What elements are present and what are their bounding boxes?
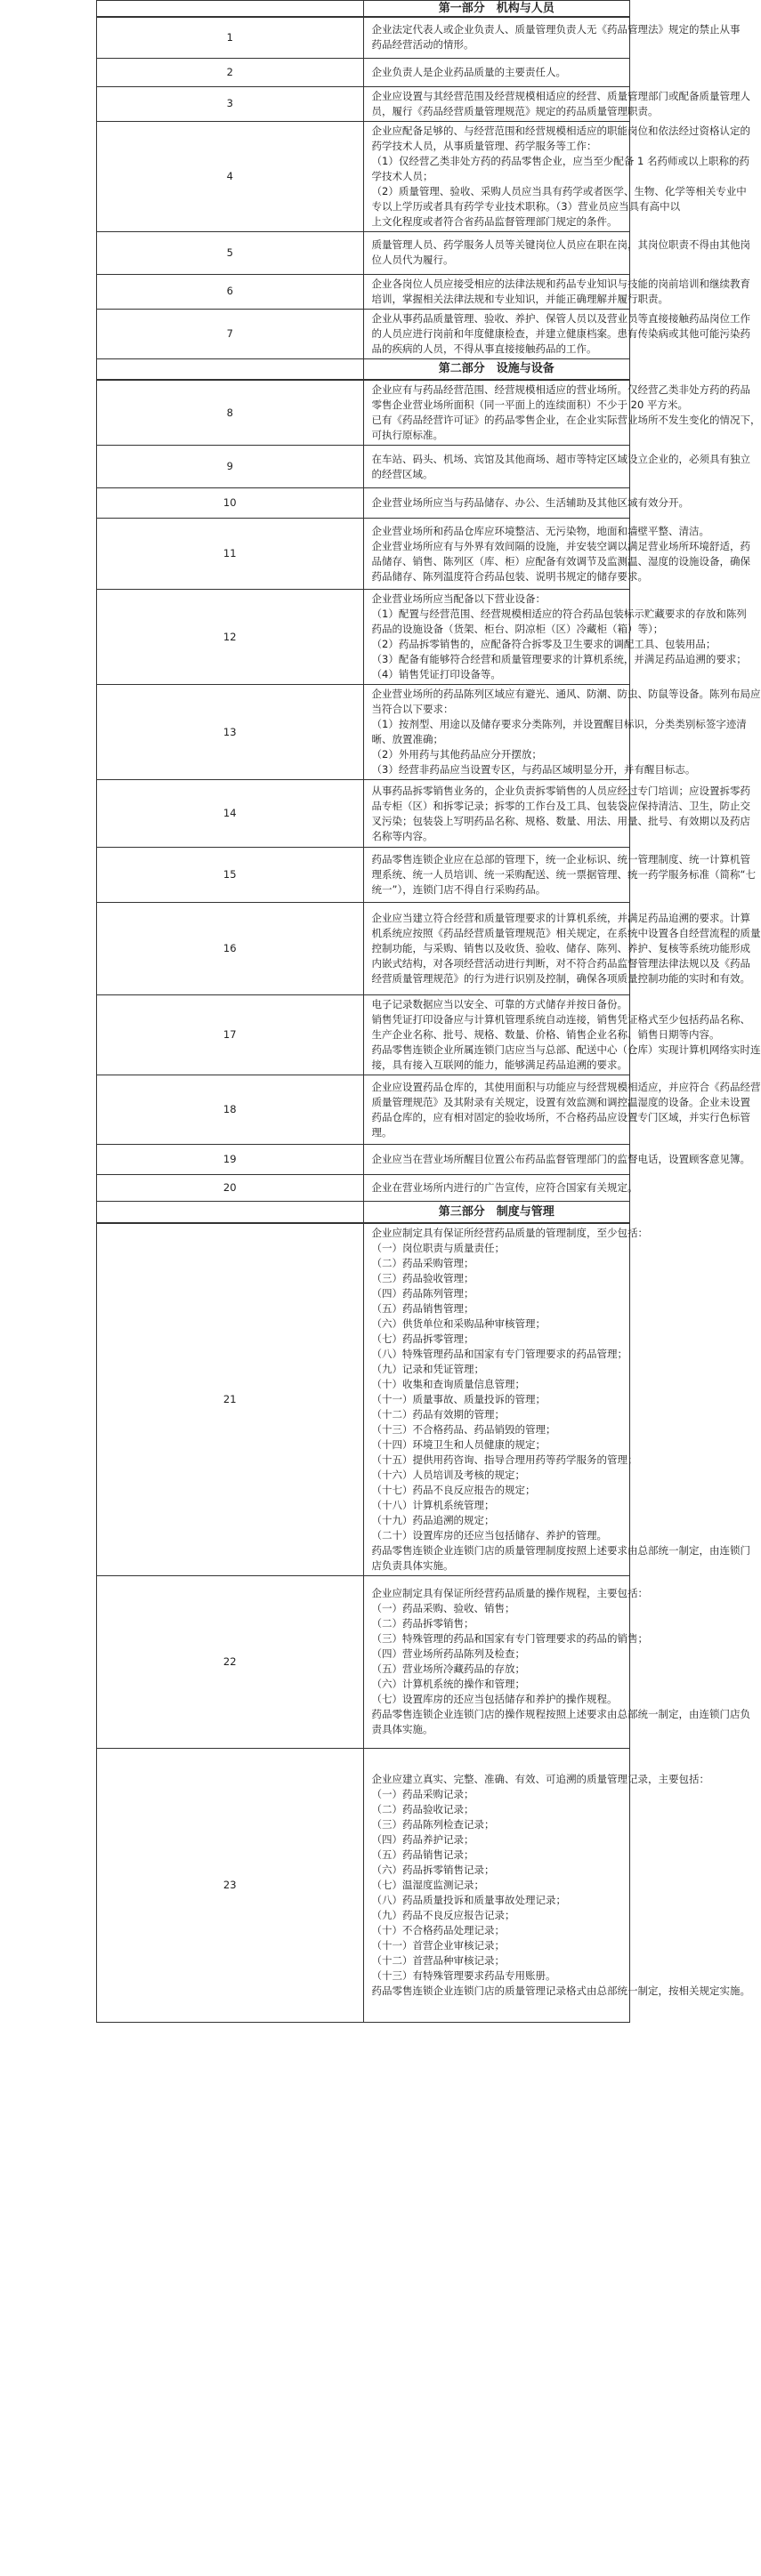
section-header	[97, 1, 630, 18]
requirement-line: 经营质量管理规范》的行为进行识别及控制，确保各项质量控制功能的实时和有效。	[371, 972, 750, 985]
requirement-line: 品的疾病的人员，不得从事直接接触药品的工作。	[371, 342, 597, 355]
item-number: 21	[97, 1223, 364, 1576]
requirement-line: （四）营业场所药品陈列及检查；	[371, 1647, 525, 1660]
item-number: 1	[97, 17, 364, 58]
requirement-row	[97, 17, 630, 58]
requirement-line: （一）岗位职责与质量责任；	[371, 1241, 505, 1254]
requirement-text	[363, 58, 630, 86]
requirement-line: 培训，掌握相关法律法规和专业知识，并能正确理解并履行职责。	[371, 292, 668, 305]
requirement-line: （十二）首营品种审核记录；	[371, 1953, 505, 1967]
requirement-line: 零售企业营业场所面积（同一平面上的连续面积）不少于 20 平方米。	[371, 398, 688, 411]
requirement-line: （五）营业场所冷藏药品的存放；	[371, 1662, 525, 1675]
requirement-text	[363, 1575, 750, 1748]
item-number: 15	[97, 848, 364, 903]
requirement-line: （六）计算机系统的操作和管理；	[371, 1678, 525, 1690]
requirement-line: 上文化程度或者符合省药品监督管理部门规定的条件。	[371, 214, 618, 228]
requirement-row	[97, 446, 630, 488]
requirement-line: 理系统、统一人员培训、统一采购配送、统一票据管理、统一药学服务标准（简称“七	[371, 868, 756, 881]
requirement-line: （十二）药品有效期的管理；	[371, 1407, 505, 1421]
requirement-text	[363, 590, 747, 685]
requirement-line: （四）药品养护记录；	[371, 1832, 474, 1846]
requirement-line: （三）药品陈列检查记录；	[371, 1817, 495, 1831]
section-header	[97, 1202, 630, 1223]
requirement-line: 的人员应进行岗前和年度健康检查，并建立健康档案。患有传染病或其他可能污染药	[371, 326, 750, 340]
item-number: 4	[97, 121, 364, 231]
requirement-line: 企业应当建立符合经营和质量管理要求的计算机系统，并满足药品追溯的要求。计算	[371, 912, 750, 924]
requirement-line: （二）药品采购管理；	[371, 1256, 474, 1269]
requirement-line: 企业从事药品质量管理、验收、养护、保管人员以及营业员等直接接触药品岗位工作	[371, 311, 750, 325]
requirement-line: 学技术人员；	[371, 169, 433, 182]
requirement-line: （七）温湿度监测记录；	[371, 1878, 484, 1891]
requirement-row	[97, 590, 630, 685]
requirement-line: 控制功能，与采购、销售以及收货、验收、储存、陈列、养护、复核等系统功能形成	[371, 942, 750, 954]
item-number: 13	[97, 685, 364, 780]
requirement-line: （七）设置库房的还应当包括储存和养护的操作规程。	[371, 1693, 618, 1705]
requirement-text	[363, 380, 761, 446]
requirement-line: 质量管理规范》及其附录有关规定，设置有效监测和调控温湿度的设备。企业未设置	[371, 1095, 750, 1108]
requirement-line: 质量管理人员、药学服务人员等关键岗位人员应在职在岗，其岗位职责不得由其他岗	[371, 238, 750, 251]
requirement-line: 企业应当在营业场所醒目位置公布药品监督管理部门的监督电话，设置顾客意见簿。	[371, 1153, 750, 1165]
requirement-row	[97, 1748, 630, 2022]
requirement-line: 已有《药品经营许可证》的药品零售企业，在企业实际营业场所不发生变化的情况下，	[371, 414, 761, 426]
requirement-line: （五）药品销售管理；	[371, 1301, 474, 1315]
requirement-line: 的经营区域。	[371, 467, 433, 480]
requirement-text	[363, 1075, 761, 1145]
item-number: 14	[97, 780, 364, 848]
requirement-line: （九）记录和凭证管理；	[371, 1362, 484, 1375]
requirement-line: 药品仓库的，应有相对固定的验收场所，不合格药品应设置专门区域，并实行色标管	[371, 1110, 750, 1123]
requirement-text	[363, 780, 750, 848]
requirement-line: （十九）药品追溯的规定；	[371, 1513, 495, 1526]
section-header	[97, 358, 630, 380]
requirement-line: （十四）环境卫生和人员健康的规定；	[371, 1437, 546, 1451]
section-title: 第二部分 设施与设备	[363, 358, 630, 380]
requirement-text	[363, 231, 750, 274]
item-number: 6	[97, 274, 364, 309]
requirement-line: 药学技术人员，从事质量管理、药学服务等工作：	[371, 139, 597, 152]
item-number: 10	[97, 488, 364, 519]
requirement-line: （十一）首营企业审核记录；	[371, 1938, 505, 1952]
requirement-line: 理。	[371, 1125, 393, 1139]
requirement-line: 接，具有接入互联网的能力，能够满足药品追溯的要求。	[371, 1059, 627, 1071]
requirement-line: 在车站、码头、机场、宾馆及其他商场、超市等特定区域设立企业的，必须具有独立	[371, 452, 750, 465]
requirement-line: 内嵌式结构，对各项经营活动进行判断，对不符合药品监督管理法律法规以及《药品	[371, 957, 750, 970]
requirement-line: （十六）人员培训及考核的规定；	[371, 1468, 525, 1481]
requirement-line: 药品经营活动的情形。	[371, 38, 474, 52]
requirement-row	[97, 1175, 630, 1202]
requirement-line: （四）药品陈列管理；	[371, 1286, 474, 1300]
item-number: 7	[97, 309, 364, 358]
section-header-blank-cell	[97, 1202, 364, 1223]
requirement-line: （一）药品采购记录；	[371, 1787, 474, 1800]
requirement-line: 药品零售连锁企业连锁门店的操作规程按照上述要求由总部统一制定，由连锁门店负	[371, 1708, 750, 1720]
requirement-line: 企业营业场所应有与外界有效间隔的设施，并安装空调以满足营业场所环境舒适，药	[371, 539, 750, 552]
requirement-line: （二）药品验收记录；	[371, 1802, 474, 1815]
requirement-line: 企业负责人是企业药品质量的主要责任人。	[371, 65, 566, 78]
requirement-line: 企业营业场所的药品陈列区域应有避光、通风、防潮、防虫、防鼠等设备。陈列布局应	[371, 688, 761, 700]
requirement-text	[363, 685, 761, 780]
requirement-text	[363, 86, 750, 121]
requirement-row	[97, 58, 630, 86]
requirement-line: （十三）不合格药品、药品销毁的管理；	[371, 1422, 556, 1436]
requirement-line: 药品零售连锁企业连锁门店的质量管理制度按照上述要求由总部统一制定，由连锁门	[371, 1543, 750, 1557]
requirement-line: （十）不合格药品处理记录；	[371, 1923, 505, 1936]
item-number: 8	[97, 380, 364, 446]
requirement-line: 店负责具体实施。	[371, 1558, 454, 1572]
requirement-line: （3）配备有能够符合经营和质量管理要求的计算机系统，并满足药品追溯的要求；	[371, 653, 747, 665]
requirement-line: （1）按剂型、用途以及储存要求分类陈列，并设置醒目标识，分类类别标签字迹清	[371, 718, 747, 730]
requirement-line: 企业应配备足够的、与经营范围和经营规模相适应的职能岗位和依法经过资格认定的	[371, 124, 750, 137]
requirements-table-body	[97, 1, 761, 2023]
requirement-line: 药品零售连锁企业连锁门店的质量管理记录格式由总部统一制定，按相关规定实施。	[371, 1984, 750, 1997]
requirement-line: 统一”），连锁门店不得自行采购药品。	[371, 883, 546, 896]
requirement-line: （2）外用药与其他药品应分开摆放；	[371, 748, 542, 761]
requirement-row	[97, 380, 630, 446]
requirement-text	[363, 1175, 638, 1202]
requirement-line: 企业应设置药品仓库的，其使用面积与功能应与经营规模相适应，并应符合《药品经营	[371, 1080, 761, 1093]
requirements-table	[96, 0, 761, 2023]
requirement-row	[97, 780, 630, 848]
section-title: 第一部分 机构与人员	[363, 1, 630, 18]
requirement-line: （1）仅经营乙类非处方药的药品零售企业，应当至少配备 1 名药师或以上职称的药	[371, 154, 749, 167]
requirement-line: 企业应有与药品经营范围、经营规模相适应的营业场所。仅经营乙类非处方药的药品	[371, 383, 750, 396]
requirement-line: （3）经营非药品应当设置专区，与药品区域明显分开，并有醒目标志。	[371, 763, 696, 776]
requirement-line: 专以上学历或者具有药学专业技术职称。（3）营业员应当具有高中以	[371, 199, 681, 213]
requirement-line: 企业法定代表人或企业负责人、质量管理负责人无《药品管理法》规定的禁止从事	[371, 23, 741, 36]
requirement-line: 企业各岗位人员应接受相应的法律法规和药品专业知识与技能的岗前培训和继续教育	[371, 277, 750, 290]
item-number: 22	[97, 1575, 364, 1748]
requirement-line: （十五）提供用药咨询、指导合理用药等药学服务的管理；	[371, 1453, 638, 1466]
item-number: 18	[97, 1075, 364, 1145]
requirement-line: （九）药品不良反应报告记录；	[371, 1908, 515, 1921]
section-title: 第三部分 制度与管理	[363, 1202, 630, 1223]
requirement-row	[97, 231, 630, 274]
requirement-line: 叉污染；包装袋上写明药品名称、规格、数量、用法、用量、批号、有效期以及药店	[371, 814, 750, 827]
requirement-line: 名称等内容。	[371, 829, 433, 842]
requirement-line: 员，履行《药品经营质量管理规范》规定的药品质量管理职责。	[371, 104, 659, 117]
item-number: 5	[97, 231, 364, 274]
requirement-line: 机系统应按照《药品经营质量管理规范》相关规定，在系统中设置各自经营流程的质量	[371, 927, 761, 939]
requirement-text	[363, 1748, 750, 2022]
requirement-line: 位人员代为履行。	[371, 254, 454, 266]
requirement-line: 销售凭证打印设备应与计算机管理系统自动连接，销售凭证格式至少包括药品名称、	[371, 1013, 750, 1026]
requirement-text	[363, 121, 750, 231]
requirement-text	[363, 488, 689, 519]
requirement-line: 企业应建立真实、完整、准确、有效、可追溯的质量管理记录，主要包括：	[371, 1772, 709, 1785]
requirement-row	[97, 995, 630, 1075]
requirement-row	[97, 309, 630, 358]
requirement-line: 药品储存、陈列温度符合药品包装、说明书规定的储存要求。	[371, 569, 648, 583]
item-number: 11	[97, 519, 364, 590]
requirement-row	[97, 1223, 630, 1576]
requirement-row	[97, 86, 630, 121]
requirement-line: （八）药品质量投诉和质量事故处理记录；	[371, 1893, 566, 1906]
requirement-line: （八）特殊管理药品和国家有专门管理要求的药品管理；	[371, 1347, 627, 1360]
requirement-line: 企业应制定具有保证所经营药品质量的管理制度，至少包括：	[371, 1226, 648, 1239]
requirement-row	[97, 274, 630, 309]
requirement-text	[363, 274, 750, 309]
requirement-line: （4）销售凭证打印设备等。	[371, 668, 501, 680]
requirement-text	[363, 848, 756, 903]
requirement-text	[363, 309, 750, 358]
requirement-line: 企业应设置与其经营范围及经营规模相适应的经营、质量管理部门或配备质量管理人	[371, 89, 750, 102]
requirement-row	[97, 1575, 630, 1748]
requirement-line: （二十）设置库房的还应当包括储存、养护的管理。	[371, 1528, 607, 1542]
requirement-line: （十）收集和查询质量信息管理；	[371, 1377, 525, 1390]
requirement-line: （十一）质量事故、质量投诉的管理；	[371, 1392, 546, 1405]
requirement-line: （2）药品拆零销售的，应配备符合拆零及卫生要求的调配工具、包装用品；	[371, 638, 716, 650]
requirement-line: （一）药品采购、验收、销售；	[371, 1602, 515, 1614]
requirement-line: （二）药品拆零销售；	[371, 1617, 474, 1630]
requirement-text	[363, 1223, 750, 1576]
requirement-text	[363, 995, 761, 1075]
requirement-row	[97, 519, 630, 590]
section-header-blank-cell	[97, 358, 364, 380]
requirement-line: 企业营业场所应当与药品储存、办公、生活辅助及其他区域有效分开。	[371, 496, 689, 509]
requirement-text	[363, 903, 761, 995]
item-number: 23	[97, 1748, 364, 2022]
requirement-line: （六）供货单位和采购品种审核管理；	[371, 1316, 546, 1330]
requirement-line: 晰、放置准确；	[371, 733, 443, 745]
requirement-line: 从事药品拆零销售业务的，企业负责拆零销售的人员应经过专门培训；应设置拆零药	[371, 784, 750, 797]
requirement-row	[97, 1145, 630, 1175]
requirement-line: 品储存、销售、陈列区（库、柜）应配备有效调节及监测温、湿度的设施设备，确保	[371, 554, 750, 568]
requirement-row	[97, 488, 630, 519]
requirement-line: （七）药品拆零管理；	[371, 1332, 474, 1345]
item-number: 3	[97, 86, 364, 121]
requirement-line: 企业营业场所和药品仓库应环境整洁、无污染物，地面和墙壁平整、清洁。	[371, 524, 709, 537]
requirement-line: （五）药品销售记录；	[371, 1847, 474, 1861]
requirement-row	[97, 903, 630, 995]
requirement-text	[363, 1145, 750, 1175]
requirement-line: （三）药品验收管理；	[371, 1271, 474, 1284]
requirement-row	[97, 121, 630, 231]
requirement-line: 药品零售连锁企业所属连锁门店应当与总部、配送中心（仓库）实现计算机网络实时连	[371, 1043, 761, 1056]
requirement-line: 药品的设施设备（货架、柜台、阴凉柜（区）冷藏柜（箱）等）；	[371, 623, 664, 635]
requirement-line: （2）质量管理、验收、采购人员应当具有药学或者医学、生物、化学等相关专业中	[371, 184, 747, 197]
item-number: 9	[97, 446, 364, 488]
requirement-line: （十八）计算机系统管理；	[371, 1498, 495, 1511]
requirement-line: 可执行原标准。	[371, 429, 443, 441]
requirement-line: 品专柜（区）和拆零记录；拆零的工作台及工具、包装袋应保持清洁、卫生，防止交	[371, 799, 750, 812]
requirement-line: （十三）有特殊管理要求药品专用账册。	[371, 1968, 556, 1982]
requirement-line: （六）药品拆零销售记录；	[371, 1863, 495, 1876]
item-number: 2	[97, 58, 364, 86]
requirement-line: 责具体实施。	[371, 1723, 433, 1735]
section-header-blank-cell	[97, 1, 364, 18]
requirement-line: （十七）药品不良反应报告的规定；	[371, 1483, 536, 1496]
requirement-line: 企业营业场所应当配备以下营业设备：	[371, 592, 546, 605]
requirement-text	[363, 519, 750, 590]
requirement-line: 生产企业名称、批号、规格、数量、价格、销售企业名称、销售日期等内容。	[371, 1028, 720, 1041]
requirement-line: 电子记录数据应当以安全、可靠的方式储存并按日备份。	[371, 998, 627, 1010]
requirement-line: （三）特殊管理的药品和国家有专门管理要求的药品的销售；	[371, 1632, 648, 1645]
item-number: 17	[97, 995, 364, 1075]
requirement-line: 企业在营业场所内进行的广告宣传，应符合国家有关规定。	[371, 1181, 638, 1194]
item-number: 20	[97, 1175, 364, 1202]
requirement-line: 当符合以下要求：	[371, 703, 454, 715]
item-number: 16	[97, 903, 364, 995]
item-number: 19	[97, 1145, 364, 1175]
requirement-row	[97, 685, 630, 780]
requirement-text	[363, 17, 741, 58]
item-number: 12	[97, 590, 364, 685]
requirement-line: （1）配置与经营范围、经营规模相适应的符合药品包装标示贮藏要求的存放和陈列	[371, 608, 747, 620]
requirement-row	[97, 1075, 630, 1145]
requirement-line: 企业应制定具有保证所经营药品质量的操作规程，主要包括：	[371, 1587, 648, 1599]
requirement-row	[97, 848, 630, 903]
requirement-text	[363, 446, 750, 488]
requirement-line: 药品零售连锁企业应在总部的管理下，统一企业标识、统一管理制度、统一计算机管	[371, 853, 750, 865]
